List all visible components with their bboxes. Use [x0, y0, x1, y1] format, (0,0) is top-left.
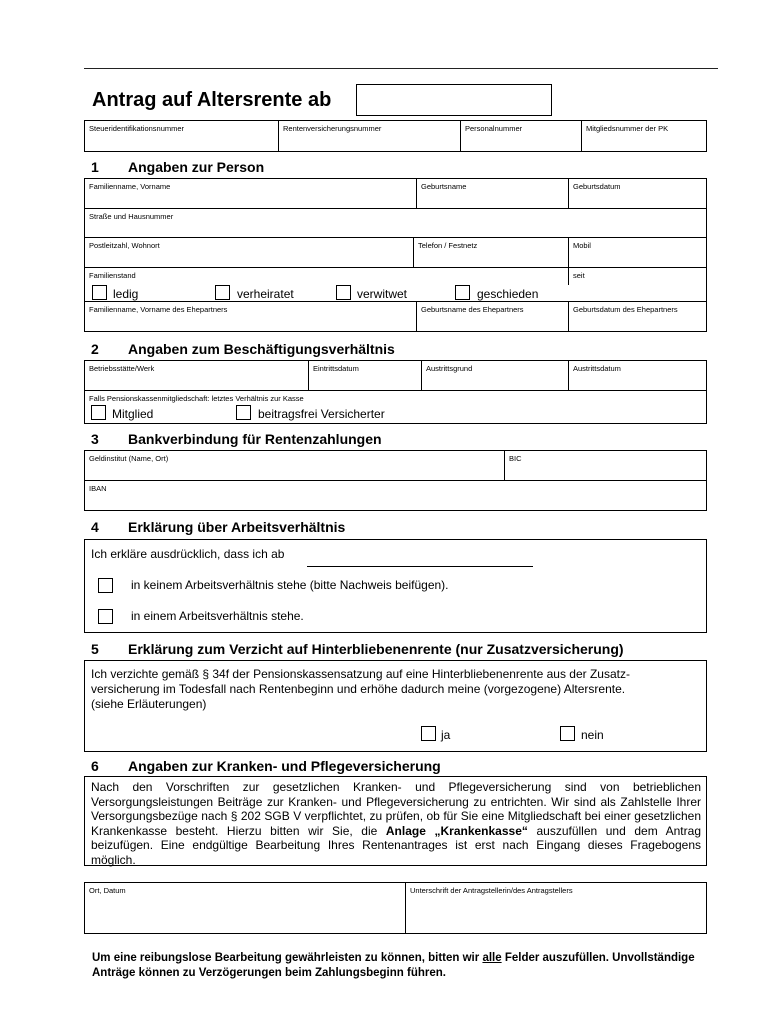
pension-insurance-number-field[interactable]	[278, 121, 460, 151]
place-date-label: Ort, Datum	[89, 886, 126, 895]
health-insurance-text	[91, 780, 701, 867]
footer-part-1: Um eine reibungslose Bearbeitung gewährleisten zu können, bitten wir	[92, 952, 480, 964]
section-1-heading	[91, 159, 264, 175]
footer-part-2: Felder auszufüllen. Unvollständige Anträge können zu Verzögerungen beim Zahlungsbeginn führen.	[92, 952, 695, 979]
personnel-number-field[interactable]	[460, 121, 581, 151]
waiver-text-line-2: versicherung im Todesfall nach Rentenbeginn und erhöhe dadurch meine (vorgezogene) Altersrente.	[91, 682, 626, 696]
waiver-yes-checkbox[interactable]	[421, 726, 436, 741]
waiver-text-line-1: Ich verzichte gemäß § 34f der Pensionskassensatzung auf eine Hinterbliebenenrente aus der Zusatz-	[91, 667, 630, 681]
section-title: Erklärung über Arbeitsverhältnis	[128, 519, 346, 535]
section-number: 6	[91, 758, 99, 774]
entry-date-field[interactable]	[308, 361, 421, 390]
health-insurance-text-a: Nach den Vorschriften zur gesetzlichen Kranken- und Pflegeversicherung sind von betrieblichen Versorgungsleistungen Beiträge zur Kranken- und Pflegeversicherung zu entrichten. Wir sind als Zahlstelle Ihrer Versorgungsbezüge nach § 202 SGB V verpflichtet, zu prüfen, ob für Sie eine Mitgliedschaft bei einer gesetzlichen Krankenkasse besteht. Hierzu bitten wir Sie, die	[91, 780, 701, 838]
no-employment-label: in keinem Arbeitsverhältnis stehe (bitte Nachweis beifügen).	[131, 578, 449, 592]
section-4-heading	[91, 519, 345, 535]
birthname-field[interactable]	[416, 179, 568, 208]
section-title: Erklärung zum Verzicht auf Hinterbliebenenrente (nur Zusatzversicherung)	[128, 641, 624, 657]
waiver-no-label: nein	[581, 728, 604, 742]
exit-date-field[interactable]	[568, 361, 706, 390]
footer-note	[92, 951, 704, 981]
member-number-field[interactable]	[581, 121, 706, 151]
top-rule	[84, 68, 718, 69]
form-title: Antrag auf Altersrente ab	[92, 89, 332, 111]
signature-field[interactable]	[405, 883, 706, 933]
health-insurance-text-b: auszufüllen und dem Antrag beizufügen. Eine endgültige Bearbeitung Ihres Rentenantrages ist erst nach Eingang dieses Fragebogens möglich.	[91, 823, 701, 867]
person-row-3	[84, 237, 707, 268]
spouse-row	[84, 301, 707, 332]
place-date-field[interactable]	[85, 883, 405, 933]
health-insurance-annex: Anlage „Krankenkasse“	[385, 823, 528, 838]
bic-label: BIC	[509, 454, 522, 463]
geschieden-checkbox[interactable]	[455, 285, 470, 300]
contribution-free-label: beitragsfrei Versicherter	[258, 407, 385, 421]
member-label: Mitglied	[112, 407, 154, 421]
street-label: Straße und Hausnummer	[89, 212, 174, 221]
postal-field[interactable]	[85, 238, 413, 267]
bank-field[interactable]	[85, 451, 504, 480]
workplace-field[interactable]	[85, 361, 308, 390]
iban-field[interactable]	[84, 480, 707, 511]
employment-label: in einem Arbeitsverhältnis stehe.	[131, 609, 304, 623]
start-date-field[interactable]	[356, 84, 552, 116]
section-3-heading	[91, 431, 382, 447]
signature-row	[84, 882, 707, 934]
since-field[interactable]	[568, 268, 706, 285]
section-number: 5	[91, 641, 99, 657]
section-title: Angaben zum Beschäftigungsverhältnis	[128, 341, 395, 357]
phone-field[interactable]	[413, 238, 568, 267]
marital-status-label: Familienstand	[89, 271, 136, 280]
bic-field[interactable]	[504, 451, 706, 480]
pension-insurance-number-label: Rentenversicherungsnummer	[283, 124, 382, 133]
workplace-label: Betriebsstätte/Werk	[89, 364, 155, 373]
waiver-box	[84, 660, 707, 752]
entry-date-label: Eintrittsdatum	[313, 364, 359, 373]
verwitwet-checkbox[interactable]	[336, 285, 351, 300]
section-2-heading	[91, 341, 395, 357]
postal-label: Postleitzahl, Wohnort	[89, 241, 160, 250]
section-6-heading	[91, 758, 441, 774]
section-number: 2	[91, 341, 99, 357]
membership-row	[84, 390, 707, 424]
employment-declaration-box	[84, 539, 707, 633]
employment-checkbox[interactable]	[98, 609, 113, 624]
street-field[interactable]	[84, 208, 707, 238]
spouse-birthname-field[interactable]	[416, 302, 568, 331]
waiver-no-checkbox[interactable]	[560, 726, 575, 741]
spouse-birthdate-field[interactable]	[568, 302, 706, 331]
birthdate-label: Geburtsdatum	[573, 182, 621, 191]
spouse-name-label: Familienname, Vorname des Ehepartners	[89, 305, 228, 314]
birthname-label: Geburtsname	[421, 182, 467, 191]
bank-label: Geldinstitut (Name, Ort)	[89, 454, 169, 463]
spouse-birthname-label: Geburtsname des Ehepartners	[421, 305, 524, 314]
spouse-name-field[interactable]	[85, 302, 416, 331]
iban-label: IBAN	[89, 484, 107, 493]
mobile-field[interactable]	[568, 238, 706, 267]
member-checkbox[interactable]	[91, 405, 106, 420]
waiver-text-line-3: (siehe Erläuterungen)	[91, 697, 207, 711]
section-title: Angaben zur Person	[128, 159, 265, 175]
name-field[interactable]	[85, 179, 416, 208]
footer-emphasis: alle	[482, 952, 502, 964]
spouse-birthdate-label: Geburtsdatum des Ehepartners	[573, 305, 678, 314]
mobile-label: Mobil	[573, 241, 591, 250]
tax-id-field[interactable]	[85, 121, 278, 151]
section-title: Angaben zur Kranken- und Pflegeversicherung	[128, 758, 441, 774]
membership-note: Falls Pensionskassenmitgliedschaft: letztes Verhältnis zur Kasse	[89, 394, 304, 403]
phone-label: Telefon / Festnetz	[418, 241, 478, 250]
contribution-free-checkbox[interactable]	[236, 405, 251, 420]
name-label: Familienname, Vorname	[89, 182, 171, 191]
section-number: 3	[91, 431, 99, 447]
ledig-label: ledig	[113, 287, 139, 301]
exit-reason-field[interactable]	[421, 361, 568, 390]
bank-row	[84, 450, 707, 481]
verheiratet-checkbox[interactable]	[215, 285, 230, 300]
exit-reason-label: Austrittsgrund	[426, 364, 473, 373]
health-insurance-box	[84, 776, 707, 866]
no-employment-checkbox[interactable]	[98, 578, 113, 593]
section-5-heading	[91, 641, 624, 657]
since-label: seit	[573, 271, 585, 280]
verheiratet-label: verheiratet	[237, 287, 294, 301]
employment-row	[84, 360, 707, 391]
signature-label: Unterschrift der Antragstellerin/des Antragstellers	[410, 886, 573, 895]
exit-date-label: Austrittsdatum	[573, 364, 621, 373]
personnel-number-label: Personalnummer	[465, 124, 523, 133]
waiver-yes-label: ja	[441, 728, 451, 742]
ledig-checkbox[interactable]	[92, 285, 107, 300]
birthdate-field[interactable]	[568, 179, 706, 208]
section-title: Bankverbindung für Rentenzahlungen	[128, 431, 382, 447]
person-row-1	[84, 178, 707, 209]
tax-id-label: Steueridentifikationsnummer	[89, 124, 185, 133]
geschieden-label: geschieden	[477, 287, 539, 301]
section-number: 1	[91, 159, 99, 175]
section-number: 4	[91, 519, 99, 535]
member-number-label: Mitgliedsnummer der PK	[586, 124, 669, 133]
id-fields-row	[84, 120, 707, 152]
verwitwet-label: verwitwet	[357, 287, 408, 301]
declaration-date-field[interactable]	[307, 566, 533, 567]
declaration-intro: Ich erkläre ausdrücklich, dass ich ab	[91, 547, 285, 561]
